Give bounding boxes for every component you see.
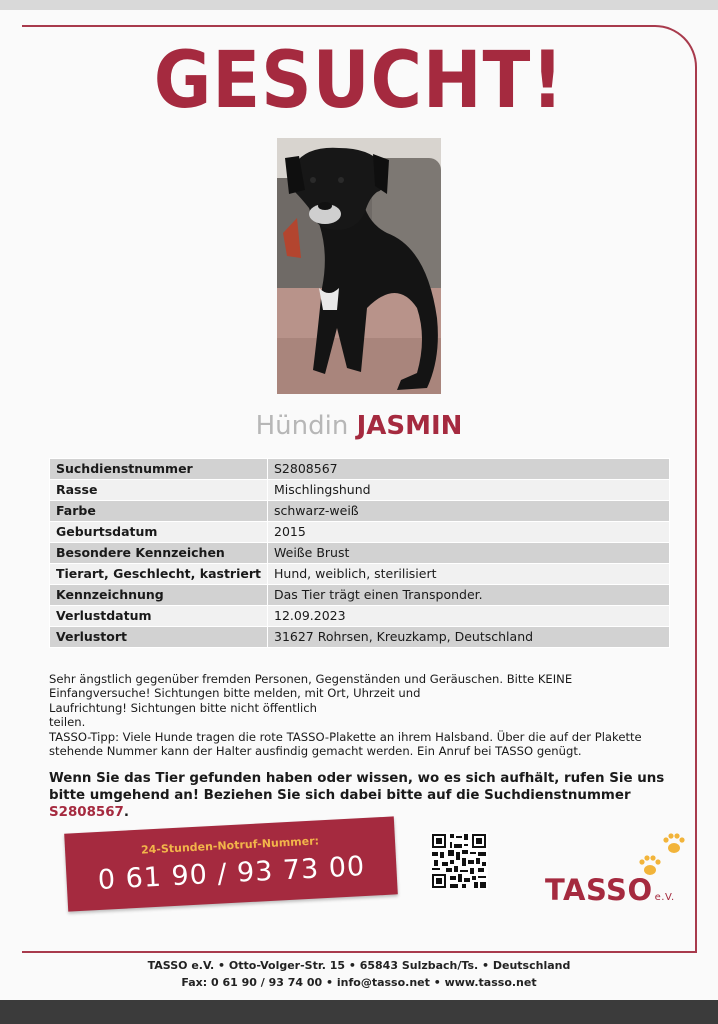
qr-code-icon[interactable]: [430, 832, 488, 890]
table-row: [50, 501, 670, 522]
description-line: Sehr ängstlich gegenüber fremden Personen, Gegenständen und Geräuschen. Bitte KEINE: [49, 672, 573, 686]
table-row: [50, 459, 670, 480]
table-row: [50, 606, 670, 627]
bottom-strip: [0, 1000, 718, 1024]
detail-label: Verlustdatum: [50, 606, 268, 627]
description-line: teilen.: [49, 715, 86, 730]
detail-value: 12.09.2023: [268, 606, 670, 627]
detail-label: Tierart, Geschlecht, kastriert: [50, 564, 268, 585]
detail-label: Kennzeichnung: [50, 585, 268, 606]
tasso-tip: TASSO-Tipp: Viele Hunde tragen die rote TASSO-Plakette an ihrem Halsband. Über die auf der Plakette stehende Nummer kann der Halter ausfindig gemacht werden. Ein Anruf bei TASSO genügt.: [49, 729, 642, 759]
dog-name: JASMIN: [356, 411, 463, 441]
detail-value: S2808567: [268, 459, 670, 480]
footer-contact[interactable]: Fax: 0 61 90 / 93 74 00 • info@tasso.net • www.tasso.net: [181, 976, 537, 989]
logo-name: TASSO: [545, 873, 653, 907]
hotline-number[interactable]: 0 61 90 / 93 73 00: [97, 851, 366, 896]
dog-sex-label: Hündin: [255, 411, 349, 441]
detail-value: Hund, weiblich, sterilisiert: [268, 564, 670, 585]
footer: [0, 957, 718, 991]
detail-value: Weiße Brust: [268, 543, 670, 564]
footer-address: TASSO e.V. • Otto-Volger-Str. 15 • 65843 Sulzbach/Ts. • Deutschland: [147, 959, 571, 972]
call-to-action: [49, 770, 669, 821]
detail-label: Suchdienstnummer: [50, 459, 268, 480]
top-strip: [0, 0, 718, 10]
detail-value: 2015: [268, 522, 670, 543]
description: [49, 672, 669, 758]
cta-text: Wenn Sie das Tier gefunden haben oder wissen, wo es sich aufhält, rufen Sie uns bitte umgehend an! Beziehen Sie sich dabei bitte auf die Suchdienstnummer: [49, 771, 665, 803]
detail-label: Besondere Kennzeichen: [50, 543, 268, 564]
dog-photo: [277, 138, 441, 394]
headline: GESUCHT!: [153, 36, 565, 126]
detail-value: 31627 Rohrsen, Kreuzkamp, Deutschland: [268, 627, 670, 648]
dog-name-line: [0, 410, 718, 442]
table-row: [50, 627, 670, 648]
description-line: Laufrichtung! Sichtungen bitte nicht öffentlich: [49, 700, 317, 715]
detail-label: Verlustort: [50, 627, 268, 648]
table-row: [50, 480, 670, 501]
table-row: [50, 585, 670, 606]
detail-label: Rasse: [50, 480, 268, 501]
tasso-logo: [545, 873, 675, 907]
description-line: Einfangversuche! Sichtungen bitte melden, mit Ort, Uhrzeit und: [49, 686, 421, 701]
hotline-label: 24-Stunden-Notruf-Nummer:: [140, 834, 320, 857]
table-row: [50, 543, 670, 564]
cta-search-number: S2808567: [49, 805, 124, 820]
detail-value: Das Tier trägt einen Transponder.: [268, 585, 670, 606]
table-row: [50, 564, 670, 585]
logo-suffix: e.V.: [654, 892, 675, 903]
detail-value: Mischlingshund: [268, 480, 670, 501]
detail-label: Farbe: [50, 501, 268, 522]
detail-label: Geburtsdatum: [50, 522, 268, 543]
table-row: [50, 522, 670, 543]
details-table: [49, 458, 670, 648]
detail-value: schwarz-weiß: [268, 501, 670, 522]
cta-period: .: [123, 805, 129, 820]
